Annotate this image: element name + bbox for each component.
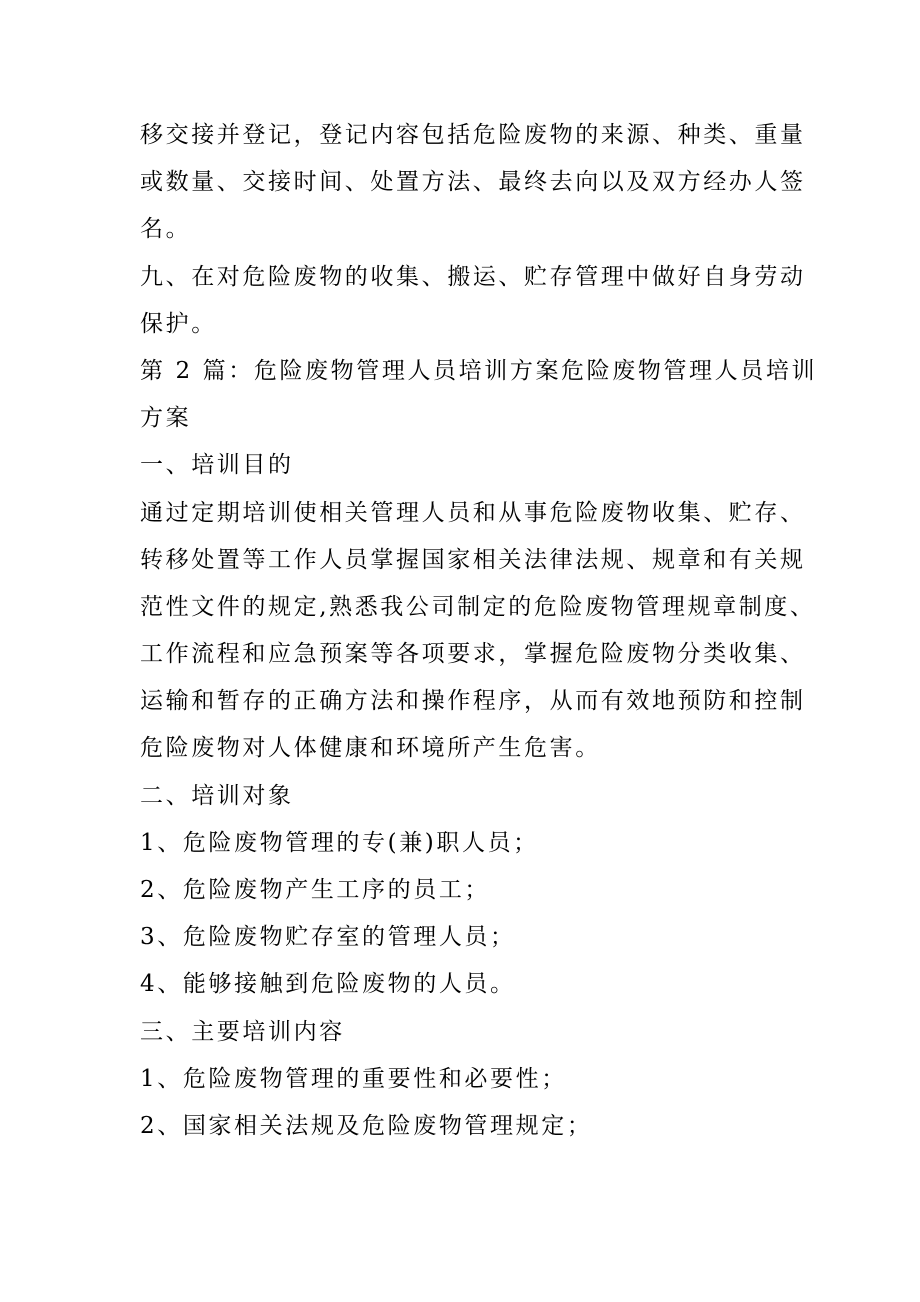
section-heading: 三、主要培训内容 (140, 1018, 345, 1045)
text-line: 危险废物对人体健康和环境所产生危害。 (140, 735, 601, 762)
text-line: 通过定期培训使相关管理人员和从事危险废物收集、贮存、 (140, 499, 806, 526)
text-line: 转移处置等工作人员掌握国家相关法律法规、规章和有关规 (140, 546, 806, 573)
list-item: 2、危险废物产生工序的员工； (140, 877, 491, 903)
chapter-title: 方案 (140, 405, 192, 432)
list-item: 3、危险废物贮存室的管理人员； (140, 924, 516, 951)
list-item: 4、能够接触到危险废物的人员。 (140, 971, 516, 998)
chapter-title: 第 2 篇：危险废物管理人员培训方案危险废物管理人员培训 (140, 357, 818, 384)
list-item: 1、危险废物管理的重要性和必要性； (140, 1065, 567, 1092)
text-line: 范性文件的规定,熟悉我公司制定的危险废物管理规章制度、 (140, 593, 816, 620)
list-item: 1、危险废物管理的专(兼)职人员； (140, 829, 539, 856)
text-line: 运输和暂存的正确方法和操作程序，从而有效地预防和控制 (140, 688, 806, 715)
section-heading: 二、培训对象 (140, 782, 294, 809)
section-heading: 一、培训目的 (140, 452, 294, 479)
text-line: 名。 (140, 216, 192, 243)
section-heading: 九、在对危险废物的收集、搬运、贮存管理中做好自身劳动 (140, 263, 806, 290)
list-item: 2、国家相关法规及危险废物管理规定； (140, 1112, 593, 1139)
text-line: 保护。 (140, 310, 217, 337)
text-line: 工作流程和应急预案等各项要求，掌握危险废物分类收集、 (140, 641, 806, 668)
text-line: 移交接并登记，登记内容包括危险废物的来源、种类、重量 (140, 122, 806, 148)
text-line: 或数量、交接时间、处置方法、最终去向以及双方经办人签 (140, 169, 806, 196)
